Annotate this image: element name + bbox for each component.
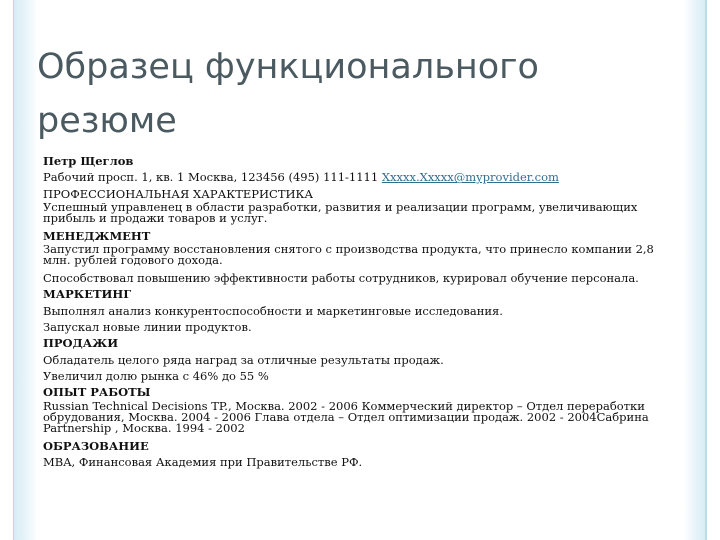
education-text: MBA, Финансовая Академия при Правительстве РФ. <box>43 454 363 469</box>
section-heading-profile: ПРОФЕССИОНАЛЬНАЯ ХАРАКТЕРИСТИКА <box>43 186 314 201</box>
section-heading-sales: ПРОДАЖИ <box>43 336 119 351</box>
section-heading-experience: ОПЫТ РАБОТЫ <box>43 385 151 400</box>
sales-item-2: Увеличил долю рынка с 46% до 55 % <box>43 368 269 383</box>
slide-title-line-1: Образец функционального <box>37 47 539 87</box>
email-link[interactable]: Xxxxx.Xxxxx@myprovider.com <box>381 170 559 185</box>
resume-body <box>43 153 678 470</box>
address-text: Рабочий просп. 1, кв. 1 Москва, 123456 (495) 111-1111 <box>43 170 379 185</box>
right-gradient-decoration <box>684 0 706 540</box>
marketing-item-2: Запускал новые линии продуктов. <box>43 320 252 335</box>
section-heading-education: ОБРАЗОВАНИЕ <box>43 438 149 453</box>
sales-item-1: Обладатель целого ряда наград за отличные результаты продаж. <box>43 352 444 367</box>
left-gradient-decoration <box>14 0 38 540</box>
right-border-decoration <box>705 0 707 540</box>
slide-title <box>37 40 677 148</box>
profile-text: Успешный управленец в области разработки, развития и реализации программ, увеличивающих прибыль и продажи товаров и услуг. <box>43 199 638 225</box>
management-item-1: Запустил программу восстановления снятого с производства продукта, что принесло компании 2,8 млн. рублей годового дохода. <box>43 242 654 268</box>
section-heading-management: МЕНЕДЖМЕНТ <box>43 228 151 243</box>
marketing-item-1: Выполнял анализ конкурентоспособности и маркетинговые исследования. <box>43 303 503 318</box>
slide-title-line-2: резюме <box>37 101 177 141</box>
management-item-2: Способствовал повышению эффективности работы сотрудников, курировал обучение персонала. <box>43 271 639 286</box>
resume-name: Петр Щеглов <box>43 154 134 168</box>
experience-text: Russian Technical Decisions TP., Москва. 2002 - 2006 Коммерческий директор – Отдел переработки обрудования, Москва. 2004 - 2006 Глава отдела – Отдел оптимизации продаж. 2002 - 2004Сабрина Partnership , Москва. 1994 - 2002 <box>43 398 649 435</box>
contact-line <box>43 169 678 185</box>
section-heading-marketing: МАРКЕТИНГ <box>43 287 132 302</box>
